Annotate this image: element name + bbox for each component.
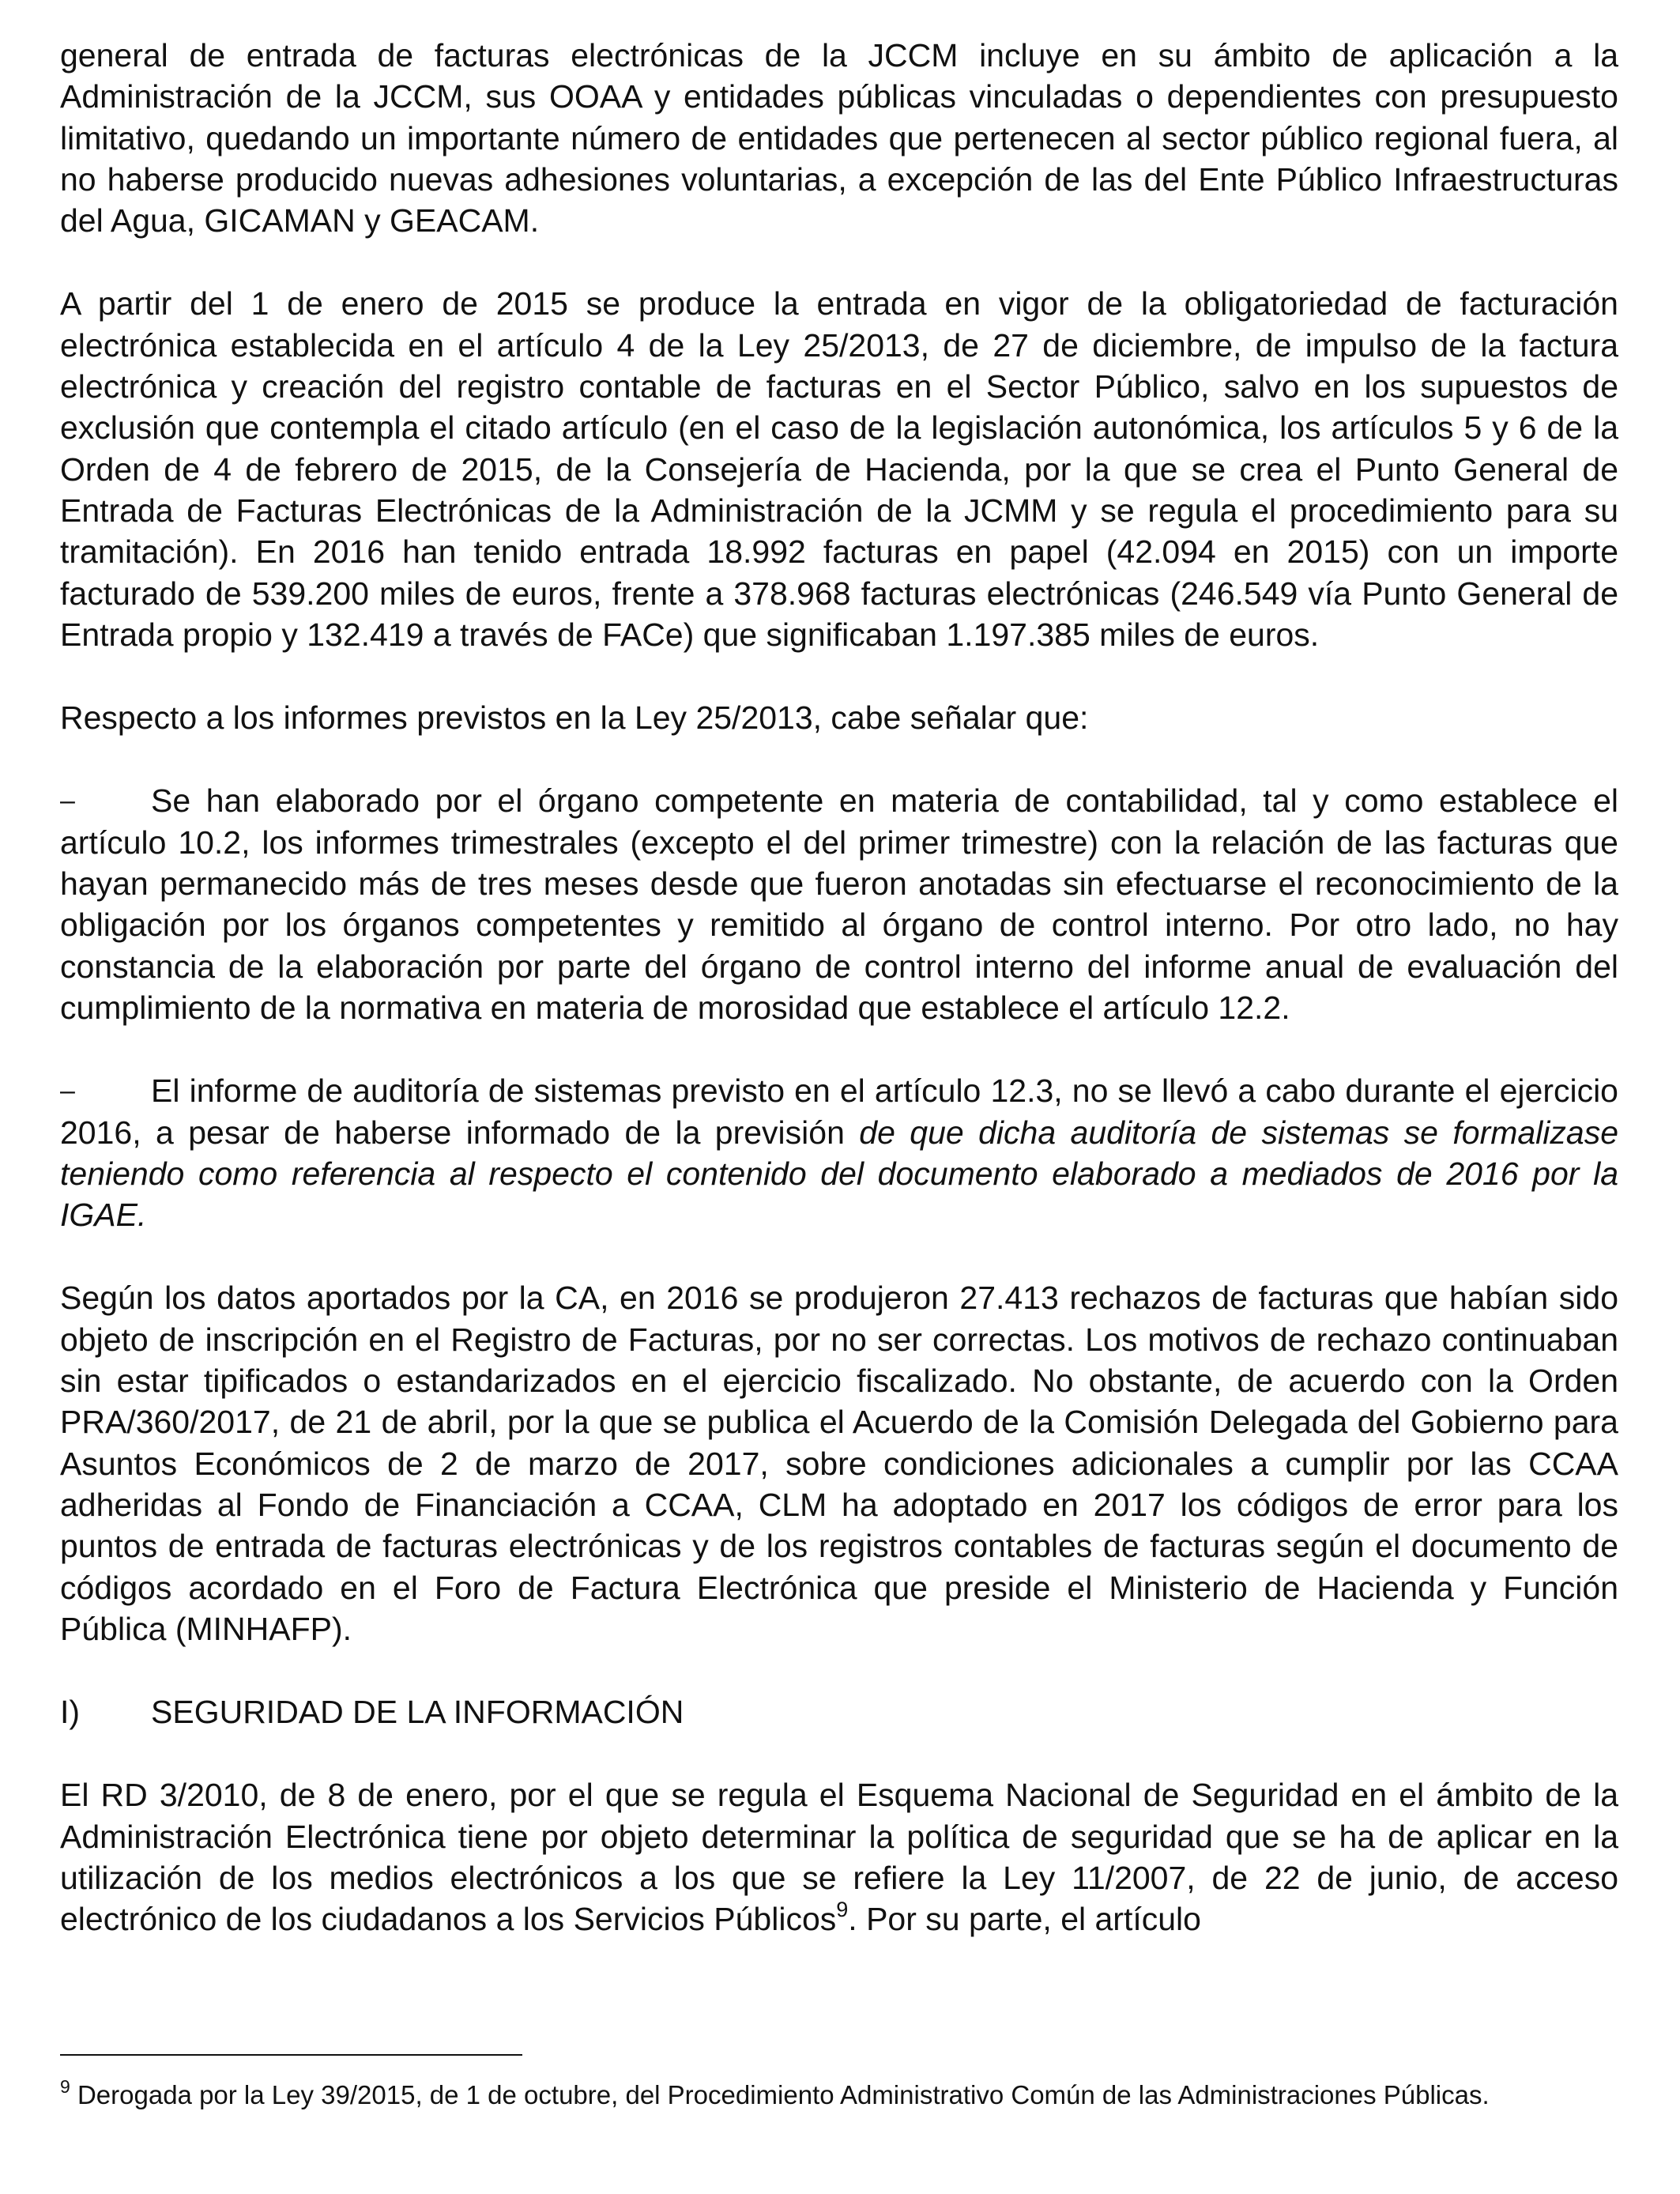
list-item-text: El informe de auditoría de sistemas previsto en el artículo 12.3, no se llevó a cabo durante el ejercicio 2016, a pesar de haberse informado de la previsión [60, 1072, 1618, 1151]
paragraph-jccm-scope: general de entrada de facturas electrónicas de la JCCM incluye en su ámbito de aplicación a la Administración de la JCCM, sus OOAA y entidades públicas vinculadas o dependientes con presupuesto limitativo, quedando un importante número de entidades que pertenecen al sector público regional fuera, al no haberse producido nuevas adhesiones voluntarias, a excepción de las del Ente Público Infraestructuras del Agua, GICAMAN y GEACAM. [60, 37, 1618, 239]
list-item-italic-text: de que dicha auditoría de sistemas se formalizase teniendo como referencia al respecto el contenido del documento elaborado a mediados de 2016 por la IGAE. [60, 1114, 1619, 1234]
list-item-systems-audit [60, 1070, 1618, 1235]
footnote-number: 9 [60, 2076, 70, 2097]
list-item-quarterly-reports [60, 780, 1618, 1028]
paragraph-security-rd [60, 1774, 1618, 1940]
section-heading-title: SEGURIDAD DE LA INFORMACIÓN [151, 1694, 684, 1731]
paragraph-text-continued: . Por su parte, el artículo [848, 1901, 1201, 1938]
footnote [60, 2076, 1618, 2111]
section-heading-number: I) [60, 1694, 81, 1731]
paragraph-reports-intro: Respecto a los informes previstos en la Ley 25/2013, cabe señalar que: [60, 699, 1089, 737]
list-item-text: Se han elaborado por el órgano competente en materia de contabilidad, tal y como establece el artículo 10.2, los informes trimestrales (excepto el del primer trimestre) con la relación de las facturas que hayan permanecido más de tres meses desde que fueron anotadas sin efectuarse el reconocimiento de la obligación por los órganos competentes y remitido al órgano de control interno. Por otro lado, no hay constancia de la elaboración por parte del órgano de control interno del informe anual de evaluación del cumplimiento de la normativa en materia de morosidad que establece el artículo 12.2. [60, 782, 1618, 1026]
dash-bullet: – [60, 786, 75, 816]
paragraph-electronic-invoicing: A partir del 1 de enero de 2015 se produce la entrada en vigor de la obligatoriedad de facturación electrónica establecida en el artículo 4 de la Ley 25/2013, de 27 de diciembre, de impulso de la factura electrónica y creación del registro contable de facturas en el Sector Público, salvo en los supuestos de exclusión que contempla el citado artículo (en el caso de la legislación autonómica, los artículos 5 y 6 de la Orden de 4 de febrero de 2015, de la Consejería de Hacienda, por la que se crea el Punto General de Entrada de Facturas Electrónicas de la Administración de la JCMM y se regula el procedimiento para su tramitación). En 2016 han tenido entrada 18.992 facturas en papel (42.094 en 2015) con un importe facturado de 539.200 miles de euros, frente a 378.968 facturas electrónicas (246.549 vía Punto General de Entrada propio y 132.419 a través de FACe) que significaban 1.197.385 miles de euros. [60, 285, 1618, 653]
footnote-reference: 9 [836, 1897, 849, 1921]
footnote-text: Derogada por la Ley 39/2015, de 1 de octubre, del Procedimiento Administrativo Común de las Administraciones Públicas. [70, 2080, 1490, 2109]
paragraph-invoice-rejections: Según los datos aportados por la CA, en 2016 se produjeron 27.413 rechazos de facturas que habían sido objeto de inscripción en el Registro de Facturas, por no ser correctas. Los motivos de rechazo continuaban sin estar tipificados o estandarizados en el ejercicio fiscalizado. No obstante, de acuerdo con la Orden PRA/360/2017, de 21 de abril, por la que se publica el Acuerdo de la Comisión Delegada del Gobierno para Asuntos Económicos de 2 de marzo de 2017, sobre condiciones adicionales a cumplir por las CCAA adheridas al Fondo de Financiación a CCAA, CLM ha adoptado en 2017 los códigos de error para los puntos de entrada de facturas electrónicas y de los registros contables de facturas según el documento de códigos acordado en el Foro de Factura Electrónica que preside el Ministerio de Hacienda y Función Pública (MINHAFP). [60, 1280, 1618, 1647]
footnote-separator [60, 2054, 522, 2056]
dash-bullet: – [60, 1076, 75, 1106]
section-heading [60, 1691, 1618, 1732]
paragraph-text: El RD 3/2010, de 8 de enero, por el que se regula el Esquema Nacional de Seguridad en el ámbito de la Administración Electrónica tiene por objeto determinar la política de seguridad que se ha de aplicar en la utilización de los medios electrónicos a los que se refiere la Ley 11/2007, de 22 de junio, de acceso electrónico de los ciudadanos a los Servicios Públicos [60, 1777, 1618, 1938]
document-page [60, 35, 1618, 1982]
